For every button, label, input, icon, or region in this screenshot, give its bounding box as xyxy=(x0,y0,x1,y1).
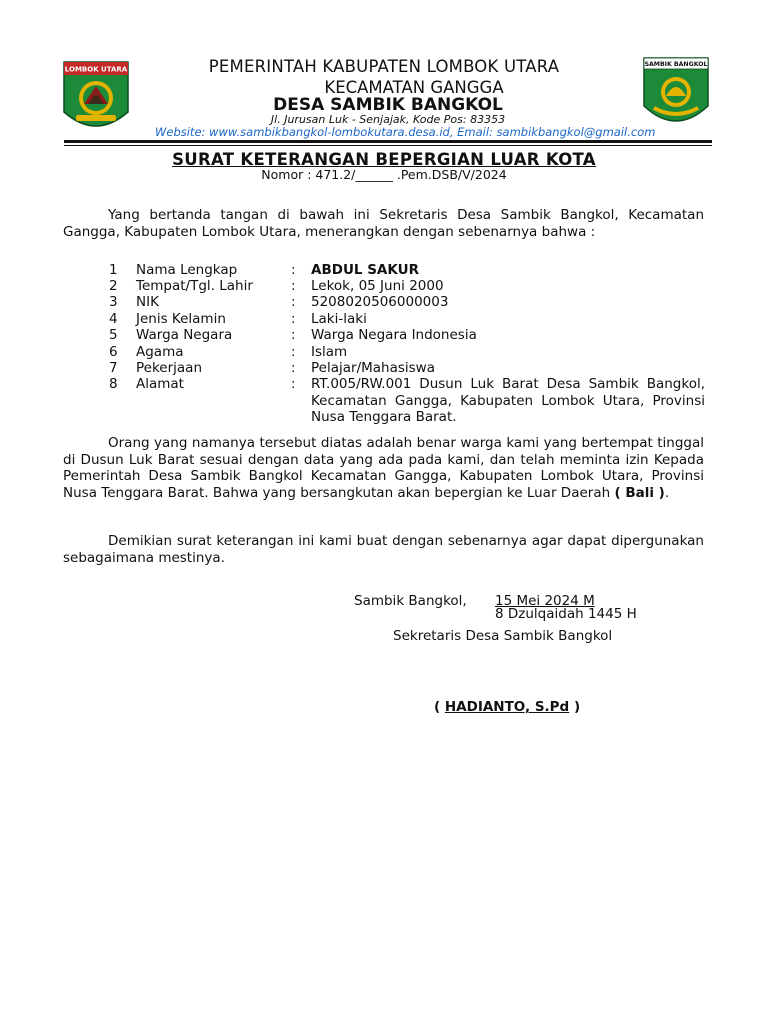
header-website: Website: www.sambikbangkol-lombokutara.desa.id, Email: sambikbangkol@gmail.com xyxy=(155,125,656,139)
field-number: 2 xyxy=(109,278,118,294)
field-value: Warga Negara Indonesia xyxy=(311,327,477,343)
field-number: 5 xyxy=(109,327,118,343)
signature-place: Sambik Bangkol, xyxy=(354,593,467,609)
signature-date-hijri: 8 Dzulqaidah 1445 H xyxy=(495,606,637,622)
field-colon: : xyxy=(291,327,296,343)
signature-name: HADIANTO, S.Pd xyxy=(444,699,570,715)
field-label: Agama xyxy=(136,344,184,360)
field-value: Islam xyxy=(311,344,348,360)
field-row xyxy=(0,262,768,279)
letter-title: SURAT KETERANGAN BEPERGIAN LUAR KOTA xyxy=(172,150,596,169)
closing-paragraph: Demikian surat keterangan ini kami buat dengan sebenarnya agar dapat dipergunakan sebagaimana mestinya. xyxy=(63,533,704,566)
field-row xyxy=(0,311,768,328)
header-government: PEMERINTAH KABUPATEN LOMBOK UTARA xyxy=(208,57,560,76)
header-district: KECAMATAN GANGGA xyxy=(324,78,504,97)
logo-right-label: SAMBIK BANGKOL xyxy=(644,61,708,68)
field-label: Alamat xyxy=(136,376,184,392)
signature-date: 15 Mei 2024 M xyxy=(495,593,595,609)
field-colon: : xyxy=(291,278,296,294)
field-value: RT.005/RW.001 Dusun Luk Barat Desa Sambik Bangkol, Kecamatan Gangga, Kabupaten Lombok Utara, Provinsi Nusa Tenggara Barat. xyxy=(311,376,705,425)
field-label: Warga Negara xyxy=(136,327,233,343)
header-rule-thick xyxy=(64,140,712,143)
field-colon: : xyxy=(291,294,296,310)
signature-open-paren: ( xyxy=(434,699,441,715)
field-number: 3 xyxy=(109,294,118,310)
field-row xyxy=(0,344,768,361)
field-row xyxy=(0,294,768,311)
field-value: Laki-laki xyxy=(311,311,367,327)
signature-position: Sekretaris Desa Sambik Bangkol xyxy=(393,628,613,644)
field-label: Tempat/Tgl. Lahir xyxy=(136,278,253,294)
field-colon: : xyxy=(291,376,296,392)
header-rule-thin xyxy=(64,145,712,146)
field-number: 7 xyxy=(109,360,118,376)
field-label: Jenis Kelamin xyxy=(136,311,226,327)
field-row xyxy=(0,327,768,344)
field-number: 4 xyxy=(109,311,118,327)
field-value: Pelajar/Mahasiswa xyxy=(311,360,435,376)
field-colon: : xyxy=(291,311,296,327)
field-number: 6 xyxy=(109,344,118,360)
field-colon: : xyxy=(291,344,296,360)
letter-number: Nomor : 471.2/______ .Pem.DSB/V/2024 xyxy=(261,167,507,182)
header-address: Jl. Jurusan Luk - Senjajak, Kode Pos: 83353 xyxy=(270,113,506,126)
header-village: DESA SAMBIK BANGKOL xyxy=(273,95,503,115)
field-value: ABDUL SAKUR xyxy=(311,262,419,278)
body-text: Orang yang namanya tersebut diatas adalah benar warga kami yang bertempat tinggal di Dusun Luk Barat sesuai dengan data yang ada pada kami, dan telah meminta izin Kepada Pemerintah Desa Sambik Bangkol Kecamatan Gangga, Kabupaten Lombok Utara, Provinsi Nusa Tenggara Barat. Bahwa yang bersangkutan akan bepergian ke Luar Daerah xyxy=(63,435,704,501)
field-number: 1 xyxy=(109,262,118,278)
field-value: 5208020506000003 xyxy=(311,294,449,310)
signature-close-paren: ) xyxy=(573,699,581,715)
field-row xyxy=(0,278,768,295)
field-label: Nama Lengkap xyxy=(136,262,238,278)
field-label: NIK xyxy=(136,294,159,310)
field-value: Lekok, 05 Juni 2000 xyxy=(311,278,444,294)
body-paragraph: Orang yang namanya tersebut diatas adalah benar warga kami yang bertempat tinggal di Dusun Luk Barat sesuai dengan data yang ada pada kami, dan telah meminta izin Kepada Pemerintah Desa Sambik Bangkol Kecamatan Gangga, Kabupaten Lombok Utara, Provinsi Nusa Tenggara Barat. Bahwa yang bersangkutan akan bepergian ke Luar Daerah ( Bali ). xyxy=(63,435,704,501)
field-colon: : xyxy=(291,360,296,376)
field-label: Pekerjaan xyxy=(136,360,203,376)
field-number: 8 xyxy=(109,376,118,392)
field-colon: : xyxy=(291,262,296,278)
destination: ( Bali ) xyxy=(614,484,665,501)
signature-name-line xyxy=(434,699,580,716)
field-row xyxy=(0,376,768,425)
logo-left-label: LOMBOK UTARA xyxy=(64,65,128,74)
field-row xyxy=(0,360,768,377)
intro-paragraph: Yang bertanda tangan di bawah ini Sekretaris Desa Sambik Bangkol, Kecamatan Gangga, Kabupaten Lombok Utara, menerangkan dengan sebenarnya bahwa : xyxy=(63,207,704,240)
